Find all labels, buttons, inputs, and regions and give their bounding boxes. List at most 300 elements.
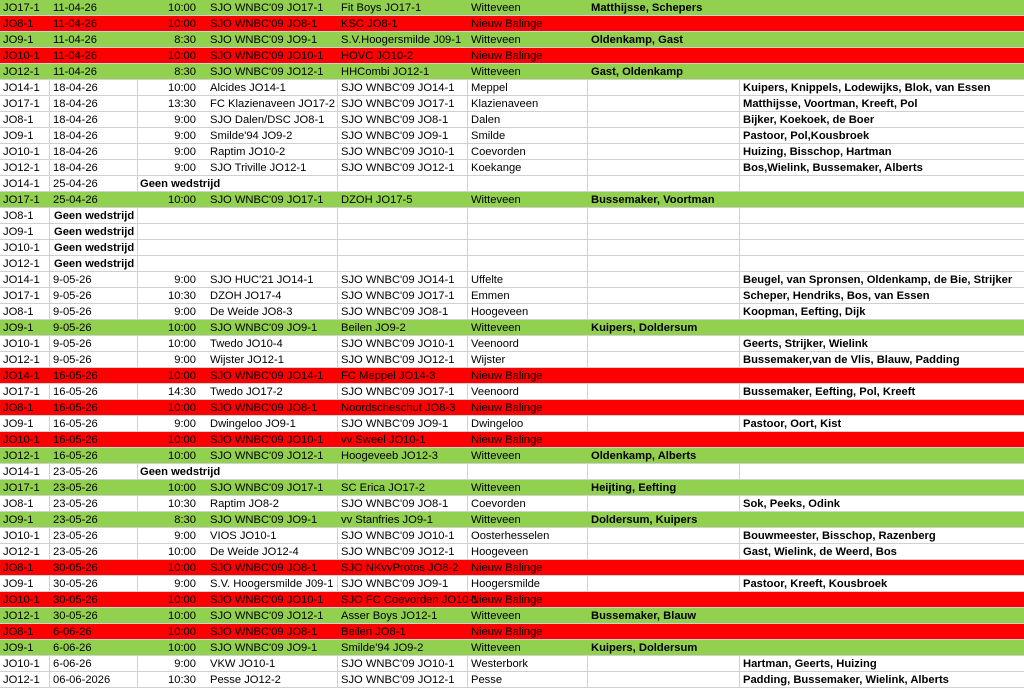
away-team-cell[interactable]: SJO WNBC'09 JO8-1 — [338, 112, 468, 128]
away-team-cell[interactable]: Hoogeveeb JO12-3 — [341, 450, 439, 462]
date-cell[interactable]: 30-05-26 — [53, 562, 98, 574]
drivers-cell[interactable]: Geerts, Strijker, Wielink — [743, 338, 868, 350]
date-cell[interactable]: 16-05-26 — [53, 370, 98, 382]
team-cell[interactable]: JO8-1 — [0, 112, 50, 128]
referees-cell[interactable] — [588, 176, 740, 192]
referees-cell[interactable]: Doldersum, Kuipers — [591, 514, 698, 526]
location-cell[interactable]: Nieuw Balinge — [471, 370, 543, 382]
referees-cell[interactable] — [588, 304, 740, 320]
referees-cell[interactable] — [588, 592, 740, 608]
away-team-cell[interactable] — [338, 224, 468, 240]
date-cell[interactable]: 11-04-26 — [53, 66, 97, 78]
referees-cell[interactable]: Oldenkamp, Alberts — [591, 450, 697, 462]
drivers-cell[interactable] — [740, 32, 1024, 48]
match-cell[interactable] — [138, 288, 338, 304]
away-team-cell[interactable]: SJO WNBC'09 JO8-1 — [338, 496, 468, 512]
date-cell[interactable]: 23-05-26 — [50, 464, 138, 480]
away-team-cell[interactable]: SJO WNBC'09 JO10-1 — [338, 144, 468, 160]
location-cell[interactable] — [468, 256, 588, 272]
referees-cell[interactable] — [588, 432, 740, 448]
team-cell[interactable]: JO12-1 — [0, 544, 50, 560]
location-cell[interactable] — [468, 464, 588, 480]
drivers-cell[interactable]: Beugel, van Spronsen, Oldenkamp, de Bie, Strijker — [743, 274, 1013, 286]
team-cell[interactable]: JO10-1 — [3, 434, 40, 446]
match-cell[interactable] — [138, 272, 338, 288]
referees-cell[interactable] — [588, 624, 740, 640]
match-cell[interactable] — [138, 544, 338, 560]
drivers-cell[interactable] — [740, 560, 1024, 576]
date-cell[interactable]: 18-04-26 — [50, 144, 138, 160]
table-row — [0, 96, 1024, 112]
away-team-cell[interactable]: SJO WNBC'09 JO8-1 — [338, 304, 468, 320]
match-cell[interactable] — [138, 400, 338, 416]
drivers-cell[interactable]: Bijker, Koekoek, de Boer — [743, 114, 875, 126]
away-team-cell[interactable]: vv Sweel JO10-1 — [341, 434, 426, 446]
location-cell[interactable]: Witteveen — [471, 482, 521, 494]
location-cell[interactable]: Koekange — [468, 160, 588, 176]
match-cell[interactable] — [138, 448, 338, 464]
location-cell[interactable]: Witteveen — [471, 514, 521, 526]
location-cell[interactable]: Dwingeloo — [468, 416, 588, 432]
match-cell[interactable] — [138, 64, 338, 80]
match-cell[interactable] — [138, 608, 338, 624]
drivers-cell[interactable]: Bussemaker, Eefting, Pol, Kreeft — [743, 386, 916, 398]
match-cell[interactable] — [138, 240, 338, 256]
date-cell[interactable]: 16-05-26 — [50, 384, 138, 400]
referees-cell[interactable]: Heijting, Eefting — [591, 482, 677, 494]
referees-cell[interactable]: Bussemaker, Voortman — [591, 194, 715, 206]
match-cell[interactable] — [138, 352, 338, 368]
match-cell[interactable] — [138, 128, 338, 144]
away-team-cell[interactable]: KSC JO8-1 — [341, 18, 398, 30]
match-cell[interactable] — [138, 256, 338, 272]
team-cell[interactable]: JO8-1 — [0, 496, 50, 512]
location-cell[interactable]: Coevorden — [468, 144, 588, 160]
drivers-cell[interactable] — [740, 432, 1024, 448]
referees-cell[interactable] — [588, 656, 740, 672]
team-cell[interactable]: JO10-1 — [0, 656, 50, 672]
team-cell[interactable]: JO17-1 — [0, 96, 50, 112]
match-cell[interactable] — [138, 0, 338, 16]
away-team-cell[interactable]: SJO WNBC'09 JO14-1 — [338, 80, 468, 96]
date-cell[interactable]: 11-04-26 — [53, 2, 97, 14]
location-cell[interactable]: Pesse — [468, 672, 588, 688]
away-team-cell[interactable]: SJO WNBC'09 JO10-1 — [338, 528, 468, 544]
location-cell[interactable]: Hoogeveen — [468, 544, 588, 560]
date-cell[interactable]: 30-05-26 — [53, 594, 98, 606]
away-team-cell[interactable] — [338, 240, 468, 256]
location-cell[interactable]: Westerbork — [468, 656, 588, 672]
referees-cell[interactable] — [588, 672, 740, 688]
drivers-cell[interactable] — [740, 320, 1024, 336]
away-team-cell[interactable]: SJO WNBC'09 JO12-1 — [338, 544, 468, 560]
drivers-cell[interactable] — [740, 48, 1024, 64]
drivers-cell[interactable]: Padding, Bussemaker, Wielink, Alberts — [743, 674, 949, 686]
location-cell[interactable] — [468, 224, 588, 240]
away-team-cell[interactable] — [338, 464, 468, 480]
drivers-cell[interactable] — [740, 608, 1024, 624]
date-cell[interactable]: 25-04-26 — [50, 176, 138, 192]
referees-cell[interactable] — [588, 384, 740, 400]
team-cell[interactable]: JO9-1 — [3, 642, 34, 654]
referees-cell[interactable] — [588, 400, 740, 416]
location-cell[interactable]: Veenoord — [468, 384, 588, 400]
team-cell[interactable]: JO12-1 — [0, 352, 50, 368]
match-cell[interactable] — [138, 672, 338, 688]
away-team-cell[interactable]: S.V.Hoogersmilde J09-1 — [341, 34, 462, 46]
location-cell[interactable]: Smilde — [468, 128, 588, 144]
match-cell[interactable] — [138, 80, 338, 96]
drivers-cell[interactable] — [740, 464, 1024, 480]
team-cell[interactable]: JO10-1 — [3, 50, 40, 62]
location-cell[interactable]: Klazienaveen — [468, 96, 588, 112]
drivers-cell[interactable] — [740, 176, 1024, 192]
location-cell[interactable]: Nieuw Balinge — [471, 594, 543, 606]
location-cell[interactable] — [468, 208, 588, 224]
match-cell[interactable] — [138, 480, 338, 496]
away-team-cell[interactable]: SJO WNBC'09 JO10-1 — [338, 656, 468, 672]
away-team-cell[interactable] — [338, 256, 468, 272]
team-cell[interactable]: JO14-1 — [0, 80, 50, 96]
date-cell[interactable]: 9-05-26 — [50, 336, 138, 352]
date-cell[interactable]: 30-05-26 — [53, 610, 98, 622]
away-team-cell[interactable]: SJO FC Coevorden JO10-1 — [341, 594, 479, 606]
location-cell[interactable]: Wijster — [468, 352, 588, 368]
referees-cell[interactable] — [588, 112, 740, 128]
away-team-cell[interactable]: Beilen JO8-1 — [341, 626, 406, 638]
date-cell[interactable]: 11-04-26 — [53, 34, 97, 46]
location-cell[interactable]: Hoogersmilde — [468, 576, 588, 592]
match-cell[interactable] — [138, 384, 338, 400]
away-team-cell[interactable]: SJO WNBC'09 JO12-1 — [338, 352, 468, 368]
team-cell[interactable]: JO9-1 — [0, 128, 50, 144]
drivers-cell[interactable] — [740, 192, 1024, 208]
away-team-cell[interactable]: SJO WNBC'09 JO12-1 — [338, 672, 468, 688]
match-cell[interactable] — [138, 112, 338, 128]
away-team-cell[interactable] — [338, 176, 468, 192]
location-cell[interactable]: Coevorden — [468, 496, 588, 512]
drivers-cell[interactable] — [740, 624, 1024, 640]
date-cell[interactable]: 16-05-26 — [50, 416, 138, 432]
location-cell[interactable]: Witteveen — [471, 66, 521, 78]
date-cell[interactable]: 18-04-26 — [50, 160, 138, 176]
date-cell[interactable]: 23-05-26 — [53, 482, 98, 494]
drivers-cell[interactable]: Pastoor, Kreeft, Kousbroek — [743, 578, 888, 590]
team-cell[interactable]: JO14-1 — [3, 370, 40, 382]
team-cell[interactable]: JO9-1 — [3, 322, 34, 334]
referees-cell[interactable] — [588, 16, 740, 32]
away-team-cell[interactable]: Beilen JO9-2 — [341, 322, 406, 334]
drivers-cell[interactable]: Bussemaker,van de Vlis, Blauw, Padding — [743, 354, 960, 366]
match-cell[interactable] — [138, 592, 338, 608]
date-cell[interactable]: 18-04-26 — [50, 128, 138, 144]
away-team-cell[interactable]: Noordscheschut JO8-3 — [341, 402, 456, 414]
date-cell[interactable]: 9-05-26 — [50, 352, 138, 368]
location-cell[interactable]: Witteveen — [471, 610, 521, 622]
referees-cell[interactable]: Kuipers, Doldersum — [591, 322, 698, 334]
referees-cell[interactable]: Matthijsse, Schepers — [591, 2, 703, 14]
referees-cell[interactable]: Oldenkamp, Gast — [591, 34, 684, 46]
no-match-note: Geen wedstrijd — [54, 242, 135, 254]
team-cell[interactable]: JO12-1 — [3, 66, 40, 78]
drivers-cell[interactable]: Bouwmeester, Bisschop, Razenberg — [743, 530, 936, 542]
away-team-cell[interactable]: SJO WNBC'09 JO17-1 — [338, 384, 468, 400]
referees-cell[interactable] — [588, 96, 740, 112]
team-cell[interactable]: JO8-1 — [3, 18, 34, 30]
team-cell[interactable]: JO8-1 — [0, 208, 50, 224]
date-cell[interactable]: 11-04-26 — [53, 18, 97, 30]
location-cell[interactable]: Witteveen — [471, 2, 521, 14]
referees-cell[interactable] — [588, 272, 740, 288]
away-team-cell[interactable]: DZOH JO17-5 — [341, 194, 413, 206]
away-team-cell[interactable]: FC Meppel JO14-3 — [341, 370, 436, 382]
drivers-cell[interactable]: Gast, Wielink, de Weerd, Bos — [743, 546, 897, 558]
drivers-cell[interactable]: Pastoor, Pol,Kousbroek — [743, 130, 870, 142]
date-cell[interactable]: 9-05-26 — [50, 272, 138, 288]
drivers-cell[interactable]: Kuipers, Knippels, Lodewijks, Blok, van Essen — [743, 82, 991, 94]
team-cell[interactable]: JO17-1 — [0, 384, 50, 400]
drivers-cell[interactable] — [740, 256, 1024, 272]
date-cell[interactable]: 9-05-26 — [53, 322, 92, 334]
away-team-cell[interactable]: SJO WNBC'09 JO9-1 — [338, 576, 468, 592]
match-cell[interactable] — [138, 368, 338, 384]
team-cell[interactable]: JO17-1 — [3, 482, 40, 494]
referees-cell[interactable] — [588, 240, 740, 256]
location-cell[interactable]: Witteveen — [471, 322, 521, 334]
referees-cell[interactable]: Bussemaker, Blauw — [591, 610, 697, 622]
referees-cell[interactable]: Gast, Oldenkamp — [591, 66, 684, 78]
referees-cell[interactable] — [588, 256, 740, 272]
match-cell[interactable] — [138, 16, 338, 32]
date-cell[interactable]: 9-05-26 — [50, 304, 138, 320]
away-team-cell[interactable]: SJO WNBC'09 JO12-1 — [338, 160, 468, 176]
team-cell[interactable]: JO8-1 — [3, 562, 34, 574]
date-cell[interactable]: 6-06-26 — [50, 656, 138, 672]
referees-cell[interactable]: Kuipers, Doldersum — [591, 642, 698, 654]
team-cell[interactable]: JO8-1 — [3, 402, 34, 414]
drivers-cell[interactable]: Matthijsse, Voortman, Kreeft, Pol — [743, 98, 918, 110]
team-cell[interactable]: JO14-1 — [0, 464, 50, 480]
away-team-cell[interactable]: SC Erica JO17-2 — [341, 482, 425, 494]
date-cell[interactable]: 18-04-26 — [50, 112, 138, 128]
date-cell[interactable]: 18-04-26 — [50, 96, 138, 112]
match-cell[interactable] — [138, 496, 338, 512]
date-cell[interactable]: 11-04-26 — [53, 50, 97, 62]
drivers-cell[interactable]: Koopman, Eefting, Dijk — [743, 306, 866, 318]
match-cell[interactable] — [138, 528, 338, 544]
date-cell[interactable]: 6-06-26 — [53, 626, 92, 638]
away-team-cell[interactable]: Asser Boys JO12-1 — [341, 610, 438, 622]
time-text: 10:00 — [168, 594, 196, 606]
location-cell[interactable]: Nieuw Balinge — [471, 50, 543, 62]
referees-cell[interactable] — [588, 160, 740, 176]
drivers-cell[interactable]: Hartman, Geerts, Huizing — [743, 658, 877, 670]
team-cell[interactable]: JO17-1 — [3, 2, 40, 14]
team-cell[interactable]: JO9-1 — [0, 576, 50, 592]
away-team-cell[interactable]: SJO WNBC'09 JO9-1 — [338, 416, 468, 432]
match-cell[interactable] — [138, 208, 338, 224]
drivers-cell[interactable] — [740, 400, 1024, 416]
team-cell[interactable]: JO17-1 — [3, 194, 40, 206]
match-cell[interactable] — [138, 432, 338, 448]
drivers-cell[interactable] — [740, 224, 1024, 240]
drivers-cell[interactable]: Pastoor, Oort, Kist — [743, 418, 842, 430]
away-team-cell[interactable] — [338, 208, 468, 224]
location-cell[interactable]: Emmen — [468, 288, 588, 304]
drivers-cell[interactable] — [740, 208, 1024, 224]
away-team-cell[interactable]: SJO NKvvProtos JO8-2 — [341, 562, 459, 574]
match-cell[interactable] — [138, 336, 338, 352]
away-team-cell[interactable]: SJO WNBC'09 JO10-1 — [338, 336, 468, 352]
match-cell[interactable] — [138, 416, 338, 432]
referees-cell[interactable] — [588, 560, 740, 576]
referees-cell[interactable] — [588, 368, 740, 384]
drivers-cell[interactable] — [740, 480, 1024, 496]
team-cell[interactable]: JO9-1 — [0, 224, 50, 240]
location-cell[interactable]: Nieuw Balinge — [471, 434, 543, 446]
referees-cell[interactable] — [588, 208, 740, 224]
match-cell[interactable] — [138, 48, 338, 64]
away-team-cell[interactable]: Smilde'94 JO9-2 — [341, 642, 424, 654]
location-cell[interactable]: Veenoord — [468, 336, 588, 352]
drivers-cell[interactable] — [740, 16, 1024, 32]
location-cell[interactable]: Oosterhesselen — [468, 528, 588, 544]
referees-cell[interactable] — [588, 288, 740, 304]
location-cell[interactable]: Nieuw Balinge — [471, 18, 543, 30]
referees-cell[interactable] — [588, 224, 740, 240]
team-cell[interactable]: JO10-1 — [0, 240, 50, 256]
team-cell[interactable]: JO10-1 — [3, 594, 40, 606]
referees-cell[interactable] — [588, 144, 740, 160]
date-cell[interactable]: 25-04-26 — [53, 194, 98, 206]
team-cell[interactable]: JO12-1 — [3, 610, 40, 622]
away-team-cell[interactable]: HHCombi JO12-1 — [341, 66, 430, 78]
team-cell[interactable]: JO12-1 — [0, 256, 50, 272]
location-cell[interactable] — [468, 240, 588, 256]
date-cell[interactable]: 9-05-26 — [50, 288, 138, 304]
home-team-text: SJO WNBC'09 JO9-1 — [210, 642, 318, 654]
date-cell[interactable]: 23-05-26 — [50, 544, 138, 560]
team-cell[interactable]: JO14-1 — [0, 272, 50, 288]
referees-cell[interactable] — [588, 80, 740, 96]
referees-cell[interactable] — [588, 336, 740, 352]
location-cell[interactable]: Uffelte — [468, 272, 588, 288]
drivers-cell[interactable]: Sok, Peeks, Odink — [743, 498, 841, 510]
drivers-cell[interactable] — [740, 64, 1024, 80]
location-cell[interactable]: Nieuw Balinge — [471, 402, 543, 414]
away-team-cell[interactable]: vv Stanfries JO9-1 — [341, 514, 434, 526]
referees-cell[interactable] — [588, 416, 740, 432]
match-cell[interactable] — [138, 656, 338, 672]
date-cell[interactable]: 18-04-26 — [50, 80, 138, 96]
match-cell[interactable] — [138, 32, 338, 48]
date-cell[interactable]: 16-05-26 — [53, 402, 98, 414]
referees-cell[interactable] — [588, 464, 740, 480]
drivers-cell[interactable] — [740, 240, 1024, 256]
location-cell[interactable]: Meppel — [468, 80, 588, 96]
team-cell[interactable]: JO9-1 — [3, 514, 34, 526]
drivers-cell[interactable] — [740, 0, 1024, 16]
location-cell[interactable] — [468, 176, 588, 192]
team-cell[interactable]: JO9-1 — [3, 34, 34, 46]
team-cell[interactable]: JO10-1 — [0, 336, 50, 352]
date-cell[interactable]: 06-06-2026 — [50, 672, 138, 688]
drivers-cell[interactable] — [740, 512, 1024, 528]
location-cell[interactable]: Witteveen — [471, 34, 521, 46]
location-cell[interactable]: Nieuw Balinge — [471, 562, 543, 574]
drivers-cell[interactable] — [740, 448, 1024, 464]
referees-cell[interactable] — [588, 48, 740, 64]
team-cell[interactable]: JO14-1 — [0, 176, 50, 192]
match-cell[interactable] — [138, 624, 338, 640]
drivers-cell[interactable]: Huizing, Bisschop, Hartman — [743, 146, 892, 158]
drivers-cell[interactable] — [740, 592, 1024, 608]
match-cell[interactable] — [138, 96, 338, 112]
match-cell[interactable] — [138, 576, 338, 592]
away-team-cell[interactable]: SJO WNBC'09 JO9-1 — [338, 128, 468, 144]
team-cell[interactable]: JO10-1 — [0, 144, 50, 160]
away-team-cell[interactable]: SJO WNBC'09 JO17-1 — [338, 96, 468, 112]
match-cell[interactable] — [138, 560, 338, 576]
team-cell[interactable]: JO8-1 — [3, 626, 34, 638]
referees-cell[interactable] — [588, 128, 740, 144]
date-cell[interactable]: 23-05-26 — [50, 496, 138, 512]
match-cell[interactable] — [138, 144, 338, 160]
time-text: 10:00 — [168, 402, 196, 414]
date-cell[interactable]: 6-06-26 — [53, 642, 92, 654]
team-cell[interactable]: JO12-1 — [0, 672, 50, 688]
team-cell[interactable]: JO9-1 — [0, 416, 50, 432]
location-cell[interactable]: Hoogeveen — [468, 304, 588, 320]
location-cell[interactable]: Nieuw Balinge — [471, 626, 543, 638]
match-cell[interactable] — [138, 304, 338, 320]
away-team-cell[interactable]: SJO WNBC'09 JO14-1 — [338, 272, 468, 288]
match-cell[interactable] — [138, 640, 338, 656]
match-cell[interactable] — [138, 192, 338, 208]
drivers-cell[interactable]: Scheper, Hendriks, Bos, van Essen — [743, 290, 930, 302]
match-cell[interactable] — [138, 224, 338, 240]
match-cell[interactable] — [138, 160, 338, 176]
location-cell[interactable]: Witteveen — [471, 194, 521, 206]
date-cell[interactable]: 16-05-26 — [53, 450, 98, 462]
date-cell[interactable]: 16-05-26 — [53, 434, 98, 446]
away-team-cell[interactable]: HOVC JO10-2 — [341, 50, 414, 62]
referees-cell[interactable] — [588, 576, 740, 592]
away-team-cell[interactable]: Fit Boys JO17-1 — [341, 2, 422, 14]
date-cell[interactable]: 23-05-26 — [50, 528, 138, 544]
referees-cell[interactable] — [588, 352, 740, 368]
drivers-cell[interactable] — [740, 368, 1024, 384]
team-cell[interactable]: JO17-1 — [0, 288, 50, 304]
match-cell[interactable] — [138, 512, 338, 528]
location-cell[interactable]: Witteveen — [471, 642, 521, 654]
team-cell[interactable]: JO10-1 — [0, 528, 50, 544]
team-cell[interactable]: JO12-1 — [3, 450, 40, 462]
date-cell[interactable]: 30-05-26 — [50, 576, 138, 592]
referees-cell[interactable] — [588, 544, 740, 560]
location-cell[interactable]: Dalen — [468, 112, 588, 128]
referees-cell[interactable] — [588, 528, 740, 544]
team-cell[interactable]: JO12-1 — [0, 160, 50, 176]
drivers-cell[interactable]: Bos,Wielink, Bussemaker, Alberts — [743, 162, 923, 174]
date-cell[interactable]: 23-05-26 — [53, 514, 98, 526]
drivers-cell[interactable] — [740, 640, 1024, 656]
away-team-cell[interactable]: SJO WNBC'09 JO17-1 — [338, 288, 468, 304]
location-cell[interactable]: Witteveen — [471, 450, 521, 462]
match-cell[interactable] — [138, 320, 338, 336]
referees-cell[interactable] — [588, 496, 740, 512]
team-cell[interactable]: JO8-1 — [0, 304, 50, 320]
